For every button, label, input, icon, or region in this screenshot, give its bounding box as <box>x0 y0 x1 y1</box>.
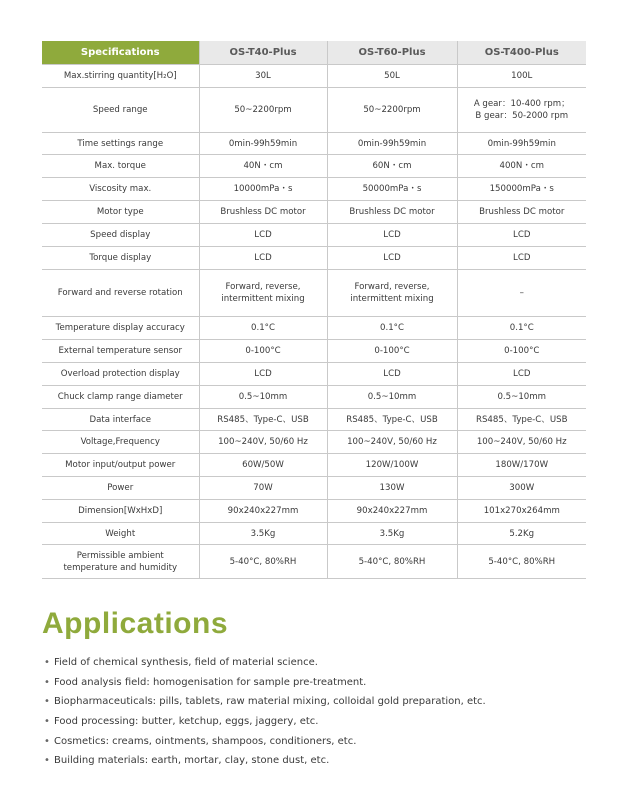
table-row <box>42 65 586 88</box>
table-row <box>42 477 586 500</box>
table-cell: 0.1°C <box>327 317 457 340</box>
row-label: Torque display <box>42 247 199 270</box>
table-cell: 3.5Kg <box>199 523 327 545</box>
table-cell: 3.5Kg <box>327 523 457 545</box>
row-label: Forward and reverse rotation <box>42 270 199 317</box>
table-cell: – <box>457 270 586 317</box>
row-label: Time settings range <box>42 133 199 155</box>
table-cell: RS485、Type-C、USB <box>199 409 327 431</box>
table-header-row <box>42 41 586 65</box>
table-cell: 100~240V, 50/60 Hz <box>457 431 586 454</box>
table-row <box>42 386 586 409</box>
table-row <box>42 270 586 317</box>
table-cell: 50000mPa・s <box>327 178 457 201</box>
row-label: Dimension[WxHxD] <box>42 500 199 523</box>
list-item-text: Food processing: butter, ketchup, eggs, jaggery, etc. <box>54 716 319 728</box>
table-row <box>42 409 586 431</box>
row-label: Power <box>42 477 199 500</box>
table-cell: Forward, reverse, intermittent mixing <box>327 270 457 317</box>
table-cell: 60W/50W <box>199 454 327 477</box>
header-model-t400: OS-T400-Plus <box>457 41 586 65</box>
list-item-text: Food analysis field: homogenisation for sample pre-treatment. <box>54 676 367 688</box>
table-cell: 40N・cm <box>199 155 327 178</box>
table-row <box>42 224 586 247</box>
table-cell: 130W <box>327 477 457 500</box>
list-item-text: Biopharmaceuticals: pills, tablets, raw material mixing, colloidal gold preparation, etc. <box>54 696 486 708</box>
list-item <box>40 673 486 693</box>
table-cell: 0min-99h59min <box>327 133 457 155</box>
table-cell: 0min-99h59min <box>199 133 327 155</box>
table-cell: 10000mPa・s <box>199 178 327 201</box>
table-cell: Brushless DC motor <box>199 201 327 224</box>
list-item <box>40 692 486 712</box>
table-cell: RS485、Type-C、USB <box>327 409 457 431</box>
bullet-icon: • <box>44 696 50 708</box>
list-item <box>40 712 486 732</box>
table-cell: 100L <box>457 65 586 88</box>
row-label: Motor input/output power <box>42 454 199 477</box>
header-specifications: Specifications <box>42 41 199 65</box>
table-cell: 100~240V, 50/60 Hz <box>199 431 327 454</box>
table-cell: 0-100°C <box>199 340 327 363</box>
bullet-icon: • <box>44 755 50 767</box>
list-item-text: Building materials: earth, mortar, clay, stone dust, etc. <box>54 755 330 767</box>
row-label: Max. torque <box>42 155 199 178</box>
list-item <box>40 751 486 771</box>
row-label: Viscosity max. <box>42 178 199 201</box>
table-cell: 0.5~10mm <box>327 386 457 409</box>
table-cell: 90x240x227mm <box>327 500 457 523</box>
table-row <box>42 155 586 178</box>
table-cell: 180W/170W <box>457 454 586 477</box>
specifications-table <box>42 41 586 579</box>
table-cell: 0.5~10mm <box>457 386 586 409</box>
bullet-icon: • <box>44 676 50 688</box>
table-cell: A gear：10-400 rpm； B gear：50-2000 rpm <box>457 88 586 133</box>
table-cell: 5-40°C, 80%RH <box>457 545 586 579</box>
table-cell: RS485、Type-C、USB <box>457 409 586 431</box>
table-cell: 300W <box>457 477 586 500</box>
table-cell: 0-100°C <box>457 340 586 363</box>
table-cell: 50~2200rpm <box>199 88 327 133</box>
table-cell: 30L <box>199 65 327 88</box>
list-item-text: Cosmetics: creams, ointments, shampoos, conditioners, etc. <box>54 735 357 747</box>
table-cell: Forward, reverse, intermittent mixing <box>199 270 327 317</box>
table-cell: 5-40°C, 80%RH <box>327 545 457 579</box>
table-cell: 70W <box>199 477 327 500</box>
row-label: Speed display <box>42 224 199 247</box>
table-cell: 0min-99h59min <box>457 133 586 155</box>
table-cell: 50~2200rpm <box>327 88 457 133</box>
table-cell: LCD <box>199 363 327 386</box>
row-label: Speed range <box>42 88 199 133</box>
table-cell: 400N・cm <box>457 155 586 178</box>
bullet-icon: • <box>44 716 50 728</box>
table-row <box>42 88 586 133</box>
table-cell: Brushless DC motor <box>327 201 457 224</box>
table-cell: 0.5~10mm <box>199 386 327 409</box>
list-item <box>40 732 486 752</box>
applications-list <box>40 653 486 771</box>
list-item-text: Field of chemical synthesis, field of material science. <box>54 657 318 668</box>
table-row <box>42 317 586 340</box>
table-row <box>42 500 586 523</box>
row-label: Permissible ambient temperature and humidity <box>42 545 199 579</box>
table-row <box>42 340 586 363</box>
table-cell: LCD <box>457 363 586 386</box>
bullet-icon: • <box>44 735 50 747</box>
row-label: Voltage,Frequency <box>42 431 199 454</box>
row-label: Motor type <box>42 201 199 224</box>
table-cell: 60N・cm <box>327 155 457 178</box>
table-cell: 0.1°C <box>457 317 586 340</box>
table-cell: LCD <box>327 224 457 247</box>
table-row <box>42 363 586 386</box>
table-cell: LCD <box>327 363 457 386</box>
table-cell: 50L <box>327 65 457 88</box>
table-row <box>42 431 586 454</box>
applications-heading: Applications <box>42 607 229 640</box>
header-model-t40: OS-T40-Plus <box>199 41 327 65</box>
table-row <box>42 545 586 579</box>
table-row <box>42 454 586 477</box>
list-item <box>40 653 486 673</box>
table-cell: 5-40°C, 80%RH <box>199 545 327 579</box>
table-cell: 100~240V, 50/60 Hz <box>327 431 457 454</box>
table-cell: Brushless DC motor <box>457 201 586 224</box>
table-cell: LCD <box>457 247 586 270</box>
row-label: Data interface <box>42 409 199 431</box>
table-cell: 90x240x227mm <box>199 500 327 523</box>
table-cell: 0.1°C <box>199 317 327 340</box>
table-row <box>42 133 586 155</box>
table-cell: LCD <box>457 224 586 247</box>
table-cell: 5.2Kg <box>457 523 586 545</box>
row-label: Max.stirring quantity[H₂O] <box>42 65 199 88</box>
row-label: Temperature display accuracy <box>42 317 199 340</box>
row-label: Weight <box>42 523 199 545</box>
table-cell: 150000mPa・s <box>457 178 586 201</box>
table-cell: 0-100°C <box>327 340 457 363</box>
bullet-icon: • <box>44 657 50 668</box>
table-cell: 101x270x264mm <box>457 500 586 523</box>
table-cell: 120W/100W <box>327 454 457 477</box>
header-model-t60: OS-T60-Plus <box>327 41 457 65</box>
table-row <box>42 201 586 224</box>
row-label: External temperature sensor <box>42 340 199 363</box>
table-cell: LCD <box>327 247 457 270</box>
table-row <box>42 178 586 201</box>
table-cell: LCD <box>199 224 327 247</box>
table-row <box>42 523 586 545</box>
table-row <box>42 247 586 270</box>
row-label: Overload protection display <box>42 363 199 386</box>
table-cell: LCD <box>199 247 327 270</box>
row-label: Chuck clamp range diameter <box>42 386 199 409</box>
